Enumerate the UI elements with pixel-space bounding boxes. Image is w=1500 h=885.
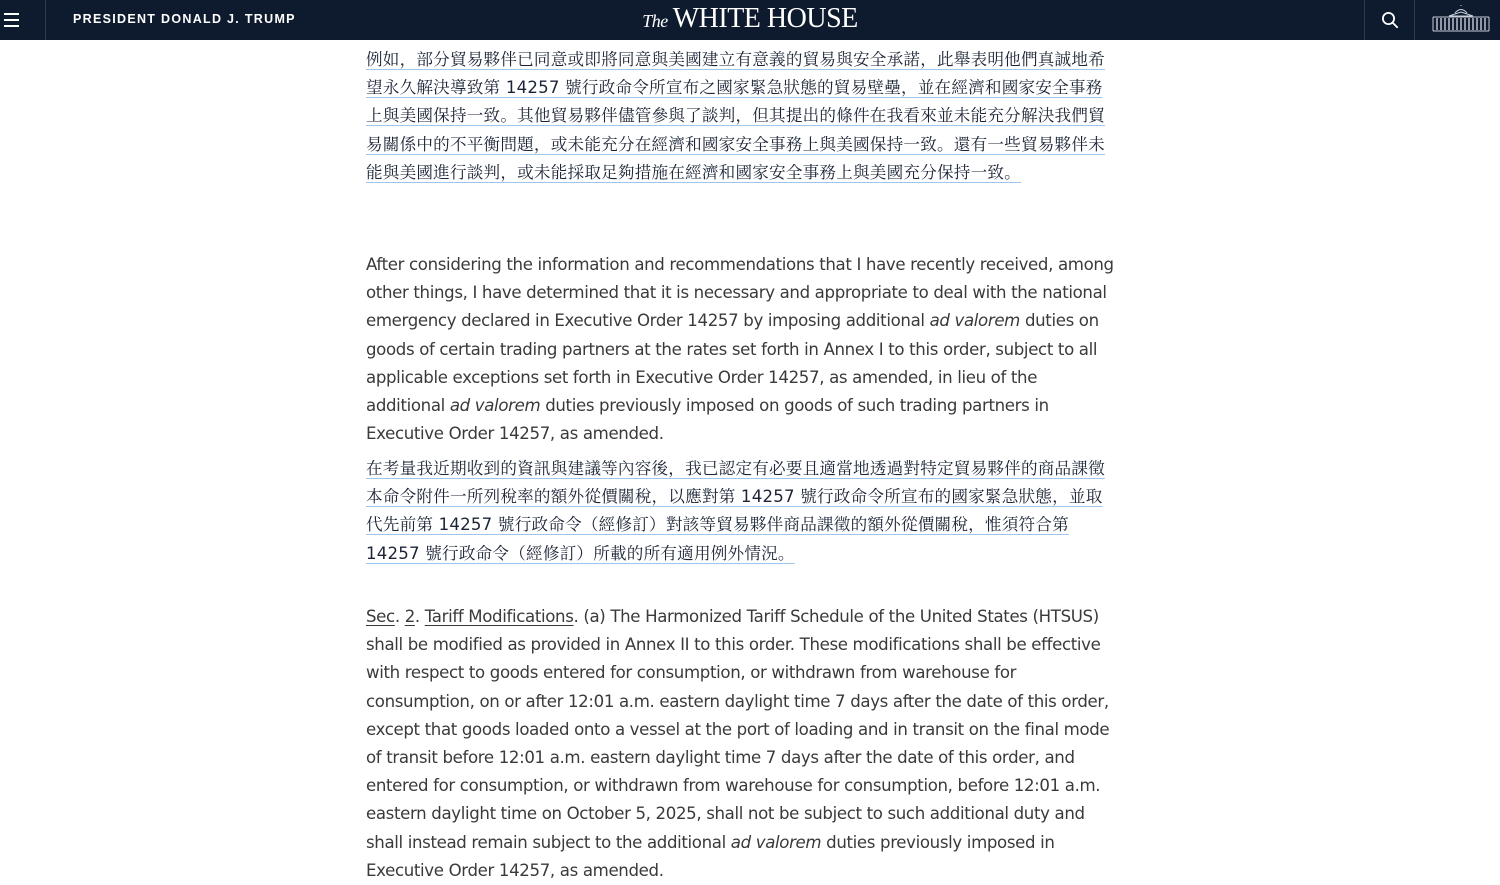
logo-main: WHITE HOUSE [672,3,858,34]
english-paragraph-2-part3: duties previously imposed on goods of such trading partners in Executive Order 14257, as amended. [366,396,1049,444]
ad-valorem-italic-3: ad valorem [730,832,822,852]
white-house-building-icon[interactable] [1430,4,1492,34]
search-icon [1381,11,1399,29]
top-navigation-bar [0,0,1500,40]
tariff-modifications-heading: Tariff Modifications [424,607,574,626]
chinese-translation-text-1: 例如，部分貿易夥伴已同意或即將同意與美國建立有意義的貿易與安全承諾，此舉表明他們真誠地希望永久解決導致第 14257 號行政命令所宣布之國家緊急狀態的貿易壁壘，並在經濟和國家安全事務上與美國保持一致。其他貿易夥伴儘管參與了談判，但其提出的條件在我看來並未能充分解決我們貿易關係中的不平衡問題，或未能充分在經濟和國家安全事務上與美國保持一致。還有一些貿易夥伴未能與美國進行談判，或未能採取足夠措施在經濟和國家安全事務上與美國充分保持一致。 [366,50,1105,182]
hamburger-menu-icon[interactable] [0,0,46,40]
ad-valorem-italic-1: ad valorem [929,311,1021,331]
sec-number: 2 [404,607,415,626]
english-paragraph-2-part1: After considering the information and recommendations that I have recently received, among other things, I have determined that it is necessary and appropriate to deal with the national emergency declared in Executive Order 14257 by imposing additional [366,255,1114,331]
logo-prefix: The [642,11,668,31]
section-2-part2: duties previously imposed in Executive Order 14257, as amended. [366,832,1055,880]
search-button[interactable] [1364,0,1415,40]
chinese-translation-text-2: 在考量我近期收到的資訊與建議等內容後，我已認定有必要且適當地透過對特定貿易夥伴的商品課徵本命令附件一所列稅率的額外從價關稅，以應對第 14257 號行政命令所宣布的國家緊急狀態，並取代先前第 14257 號行政命令（經修訂）對該等貿易夥伴商品課徵的額外從價關稅，惟須符合第 14257 號行政命令（經修訂）所載的所有適用例外情況。 [366,459,1105,563]
english-paragraph-2-part2: duties on goods of certain trading partners at the rates set forth in Annex I to this order, subject to all applicable exceptions set forth in Executive Order 14257, as amended, in lieu of the additional [366,311,1099,416]
chinese-translation-paragraph-2 [366,455,1118,568]
chinese-translation-paragraph-1 [366,46,1118,187]
section-2-paragraph: Sec. 2. Tariff Modifications. (a) The Harmonized Tariff Schedule of the United States (HTSUS) shall be modified as provided in Annex II to this order. These modifications shall be effective with respect to goods entered for consumption, or withdrawn from warehouse for consumption, on or after 12:01 a.m. eastern daylight time 7 days after the date of this order, except that goods loaded onto a vessel at the port of loading and in transit on the final mode of transit before 12:01 a.m. eastern daylight time 7 days after the date of this order, and entered for consumption, or withdrawn from warehouse for consumption, before 12:01 a.m. eastern daylight time on October 5, 2025, shall not be subject to such additional duty and shall instead remain subject to the additional ad valorem duties previously imposed in Executive Order 14257, as amended. [366,607,1110,880]
section-2-part1: . (a) The Harmonized Tariff Schedule of the United States (HTSUS) shall be modified as provided in Annex II to this order. These modifications shall be effective with respect to goods entered for consumption, or withdrawn from warehouse for consumption, on or after 12:01 a.m. eastern daylight time 7 days after the date of this order, except that goods loaded onto a vessel at the port of loading and in transit on the final mode of transit before 12:01 a.m. eastern daylight time 7 days after the date of this order, and entered for consumption, or withdrawn from warehouse for consumption, before 12:01 a.m. eastern daylight time on October 5, 2025, shall not be subject to such additional duty and shall instead remain subject to the additional [366,607,1110,852]
ad-valorem-italic-2: ad valorem [449,396,541,416]
building-graphic [1431,5,1491,33]
english-paragraph-2 [366,251,1118,448]
president-link[interactable]: PRESIDENT DONALD J. TRUMP [73,12,296,26]
sec-label: Sec [366,607,395,626]
